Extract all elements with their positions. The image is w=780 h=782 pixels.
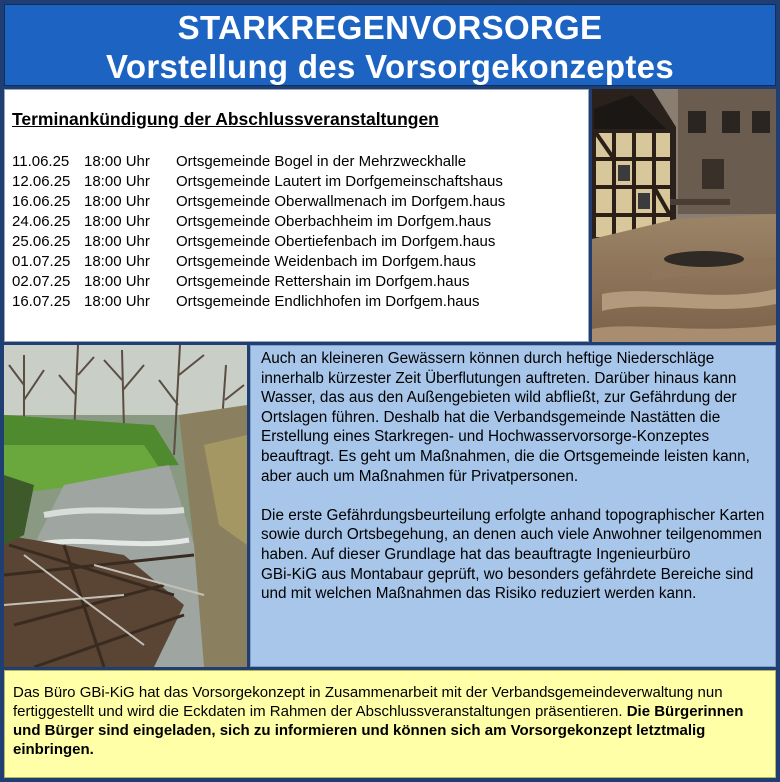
event-place: Ortsgemeinde Weidenbach im Dorfgem.haus bbox=[176, 253, 476, 270]
event-place: Ortsgemeinde Endlichhofen im Dorfgem.haus bbox=[176, 293, 480, 310]
page-title: STARKREGENVORSORGE bbox=[177, 9, 603, 46]
list-item bbox=[12, 152, 505, 172]
creek-photo bbox=[4, 345, 247, 667]
invitation-text-bold: Die Bürgerinnen und Bürger sind eingeladen, sich zu informieren und können sich am Vorsorgekonzept letztmalig einbringen. bbox=[13, 703, 744, 758]
list-item bbox=[12, 272, 505, 292]
info-paragraph-part: Die erste Gefährdungsbeurteilung erfolgte anhand topographischer Karten sowie durch Ortsbegehung, an denen auch viele Anwohner teilgenommen haben. Auf dieser Grundlage hat das beauftragte Ingenieurbüro bbox=[261, 506, 765, 563]
list-item bbox=[12, 172, 505, 192]
event-place: Ortsgemeinde Bogel in der Mehrzweckhalle bbox=[176, 153, 467, 170]
event-time: 18:00 Uhr bbox=[84, 173, 150, 190]
list-item bbox=[12, 232, 505, 252]
event-place: Ortsgemeinde Oberwallmenach im Dorfgem.haus bbox=[176, 193, 506, 210]
flooded-street-photo bbox=[592, 89, 776, 342]
event-place: Ortsgemeinde Lautert im Dorfgemeinschaftshaus bbox=[176, 173, 503, 190]
invitation-text-regular: Das Büro GBi-KiG hat das Vorsorgekonzept in Zusammenarbeit mit der Verbandsgemeindeverwaltung nun fertiggestellt und wird die Eckdaten im Rahmen der Abschlussveranstaltungen präsentieren. bbox=[13, 684, 723, 720]
info-text-block bbox=[250, 345, 776, 667]
invitation-box bbox=[4, 670, 776, 778]
event-date: 01.07.25 bbox=[12, 253, 71, 270]
event-date: 16.06.25 bbox=[12, 193, 71, 210]
event-date: 02.07.25 bbox=[12, 273, 71, 290]
event-schedule bbox=[4, 89, 589, 342]
event-time: 18:00 Uhr bbox=[84, 233, 150, 250]
schedule-heading: Terminankündigung der Abschlussveranstaltungen bbox=[12, 109, 439, 129]
list-item bbox=[12, 252, 505, 272]
list-item bbox=[12, 292, 505, 312]
invitation-text bbox=[13, 683, 767, 759]
list-item bbox=[12, 192, 505, 212]
header-banner bbox=[4, 4, 776, 86]
list-item bbox=[12, 212, 505, 232]
info-paragraph: Auch an kleineren Gewässern können durch heftige Niederschläge innerhalb kürzester Zeit Überflutungen auftreten. Darüber hinaus kann Wasser, das aus den Außengebieten wild abfließt, zur Gefährdung der Ortslagen führen. Deshalb hat die Verbandsgemeinde Nastätten die Erstellung eines Starkregen- und Hochwasservorsorge-Konzeptes beauftragt. Es geht um Maßnahmen, die die Ortsgemeinde leisten kann, aber auch um Maßnahmen für Privatpersonen. bbox=[261, 350, 750, 485]
page-subtitle: Vorstellung des Vorsorgekonzeptes bbox=[106, 48, 674, 85]
event-date: 12.06.25 bbox=[12, 173, 71, 190]
event-time: 18:00 Uhr bbox=[84, 273, 150, 290]
event-time: 18:00 Uhr bbox=[84, 293, 150, 310]
event-time: 18:00 Uhr bbox=[84, 213, 150, 230]
event-place: Ortsgemeinde Oberbachheim im Dorfgem.haus bbox=[176, 213, 492, 230]
event-time: 18:00 Uhr bbox=[84, 153, 150, 170]
event-date: 11.06.25 bbox=[12, 153, 70, 170]
event-time: 18:00 Uhr bbox=[84, 193, 150, 210]
event-date: 24.06.25 bbox=[12, 213, 71, 230]
info-paragraph bbox=[261, 506, 765, 604]
info-paragraph-part: GBi-KiG aus Montabaur geprüft, wo besonders gefährdete Bereiche sind und mit welchen Maßnahmen das Risiko reduziert werden kann. bbox=[261, 565, 754, 603]
event-time: 18:00 Uhr bbox=[84, 253, 150, 270]
event-date: 16.07.25 bbox=[12, 293, 71, 310]
event-place: Ortsgemeinde Rettershain im Dorfgem.haus bbox=[176, 273, 470, 290]
event-list bbox=[12, 152, 505, 312]
event-place: Ortsgemeinde Obertiefenbach im Dorfgem.haus bbox=[176, 233, 496, 250]
event-date: 25.06.25 bbox=[12, 233, 71, 250]
